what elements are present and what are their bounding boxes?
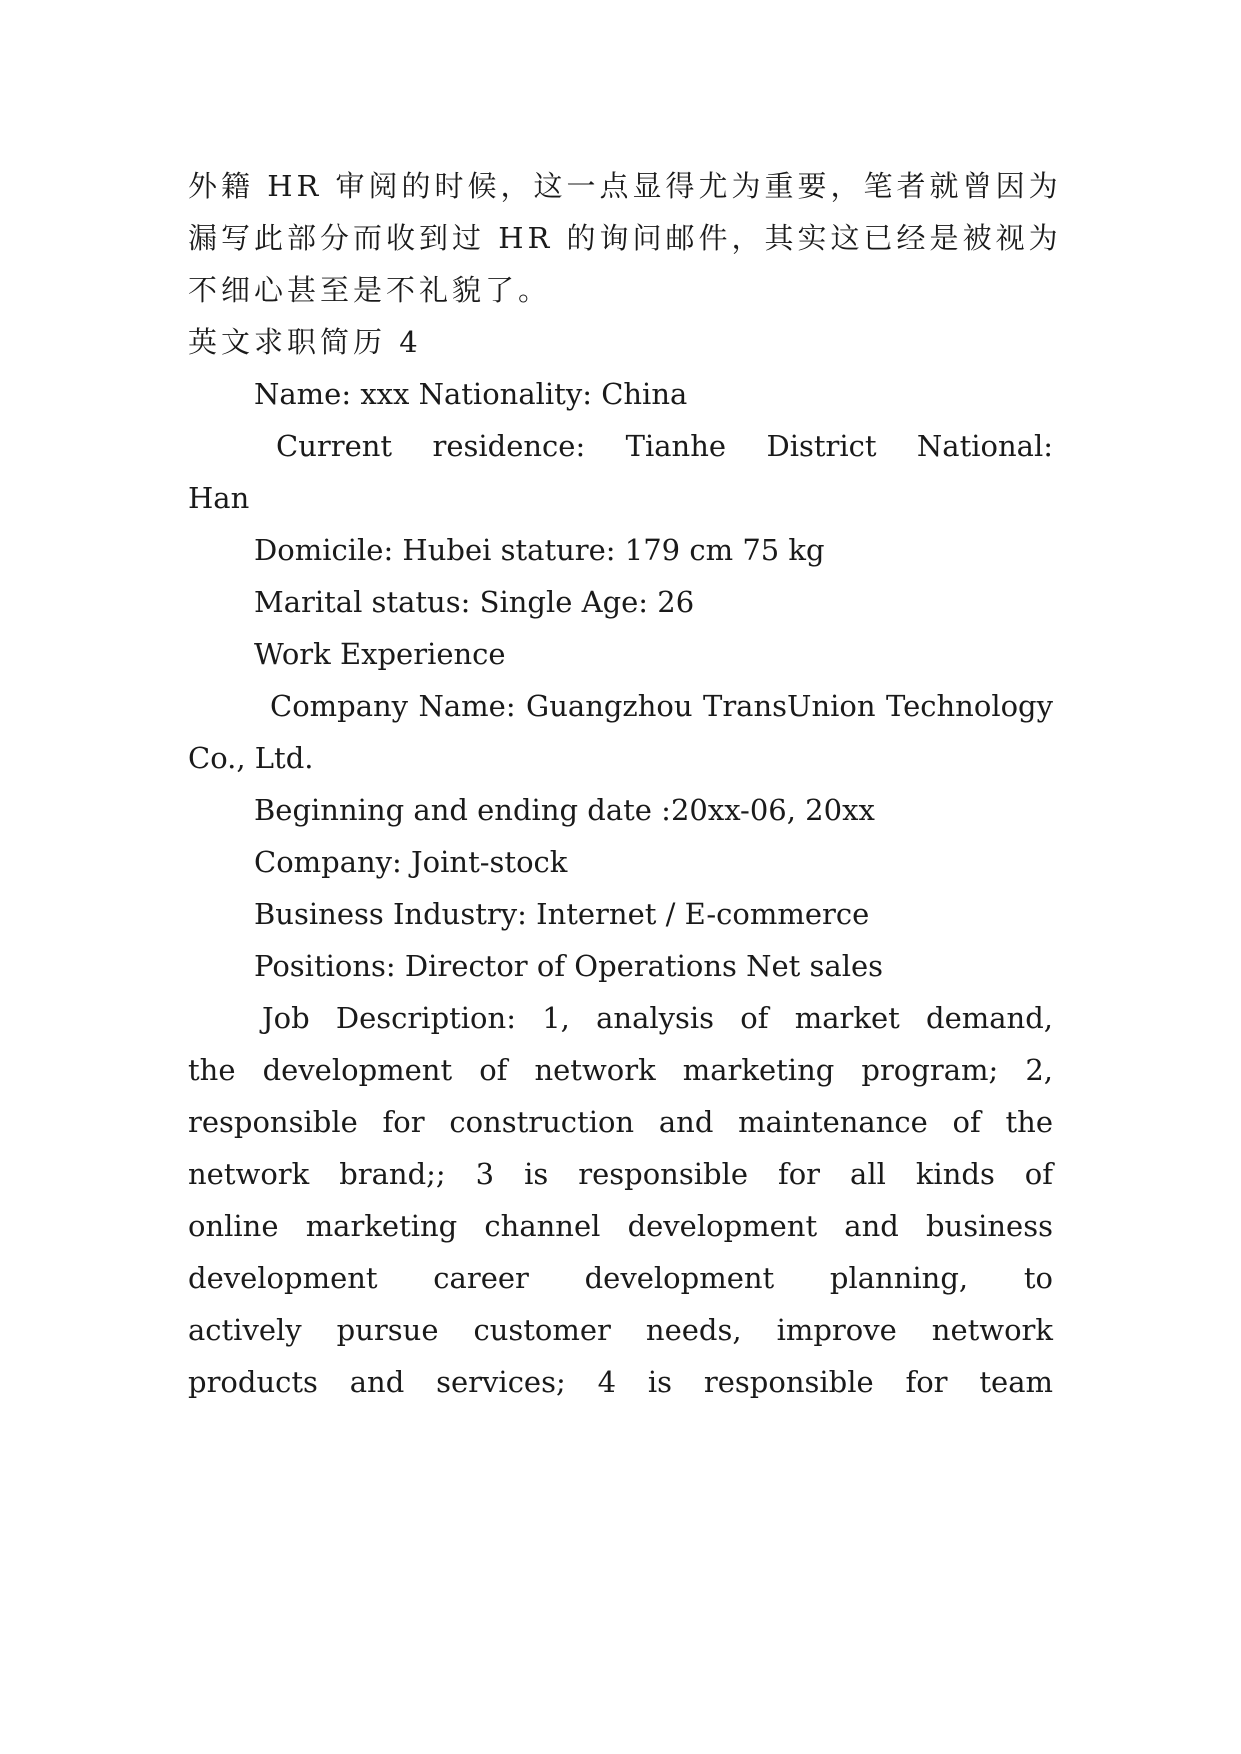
body-text-line: 不细心甚至是不礼貌了。 (188, 273, 552, 307)
body-text-line: actively pursue customer needs, improve network (188, 1313, 1053, 1347)
body-text-line: Marital status: Single Age: 26 (254, 585, 695, 619)
body-text-line: Current residence: Tianhe District National: (276, 429, 1053, 463)
body-text-line: Name: xxx Nationality: China (254, 377, 688, 411)
body-text-line: Business Industry: Internet / E-commerce (254, 897, 870, 931)
body-text-line: Domicile: Hubei stature: 179 cm 75 kg (254, 533, 825, 567)
body-text-line: responsible for construction and maintenance of the (188, 1105, 1053, 1139)
body-text-line: Positions: Director of Operations Net sales (254, 949, 884, 983)
body-text-line: Han (188, 481, 250, 515)
body-text-line: products and services; 4 is responsible for team (188, 1365, 1053, 1399)
subheading: Work Experience (254, 637, 506, 671)
section-heading: 英文求职简历 4 (188, 325, 422, 359)
body-text-line: development career development planning, to (188, 1261, 1053, 1295)
body-text-line: Co., Ltd. (188, 741, 314, 775)
body-text-line: Beginning and ending date :20xx-06, 20xx (254, 793, 875, 827)
body-text-line: online marketing channel development and business (188, 1209, 1053, 1243)
body-text-line: 外籍 HR 审阅的时候，这一点显得尤为重要，笔者就曾因为 (188, 169, 1062, 203)
body-text-line: Job Description: 1, analysis of market demand, (262, 1001, 1053, 1035)
body-text-line: Company Name: Guangzhou TransUnion Technology (270, 689, 1053, 723)
body-text-line: 漏写此部分而收到过 HR 的询问邮件，其实这已经是被视为 (188, 221, 1062, 255)
body-text-line: the development of network marketing program; 2, (188, 1053, 1053, 1087)
body-text-line: network brand;; 3 is responsible for all kinds of (188, 1157, 1053, 1191)
body-text-line: Company: Joint-stock (254, 845, 568, 879)
